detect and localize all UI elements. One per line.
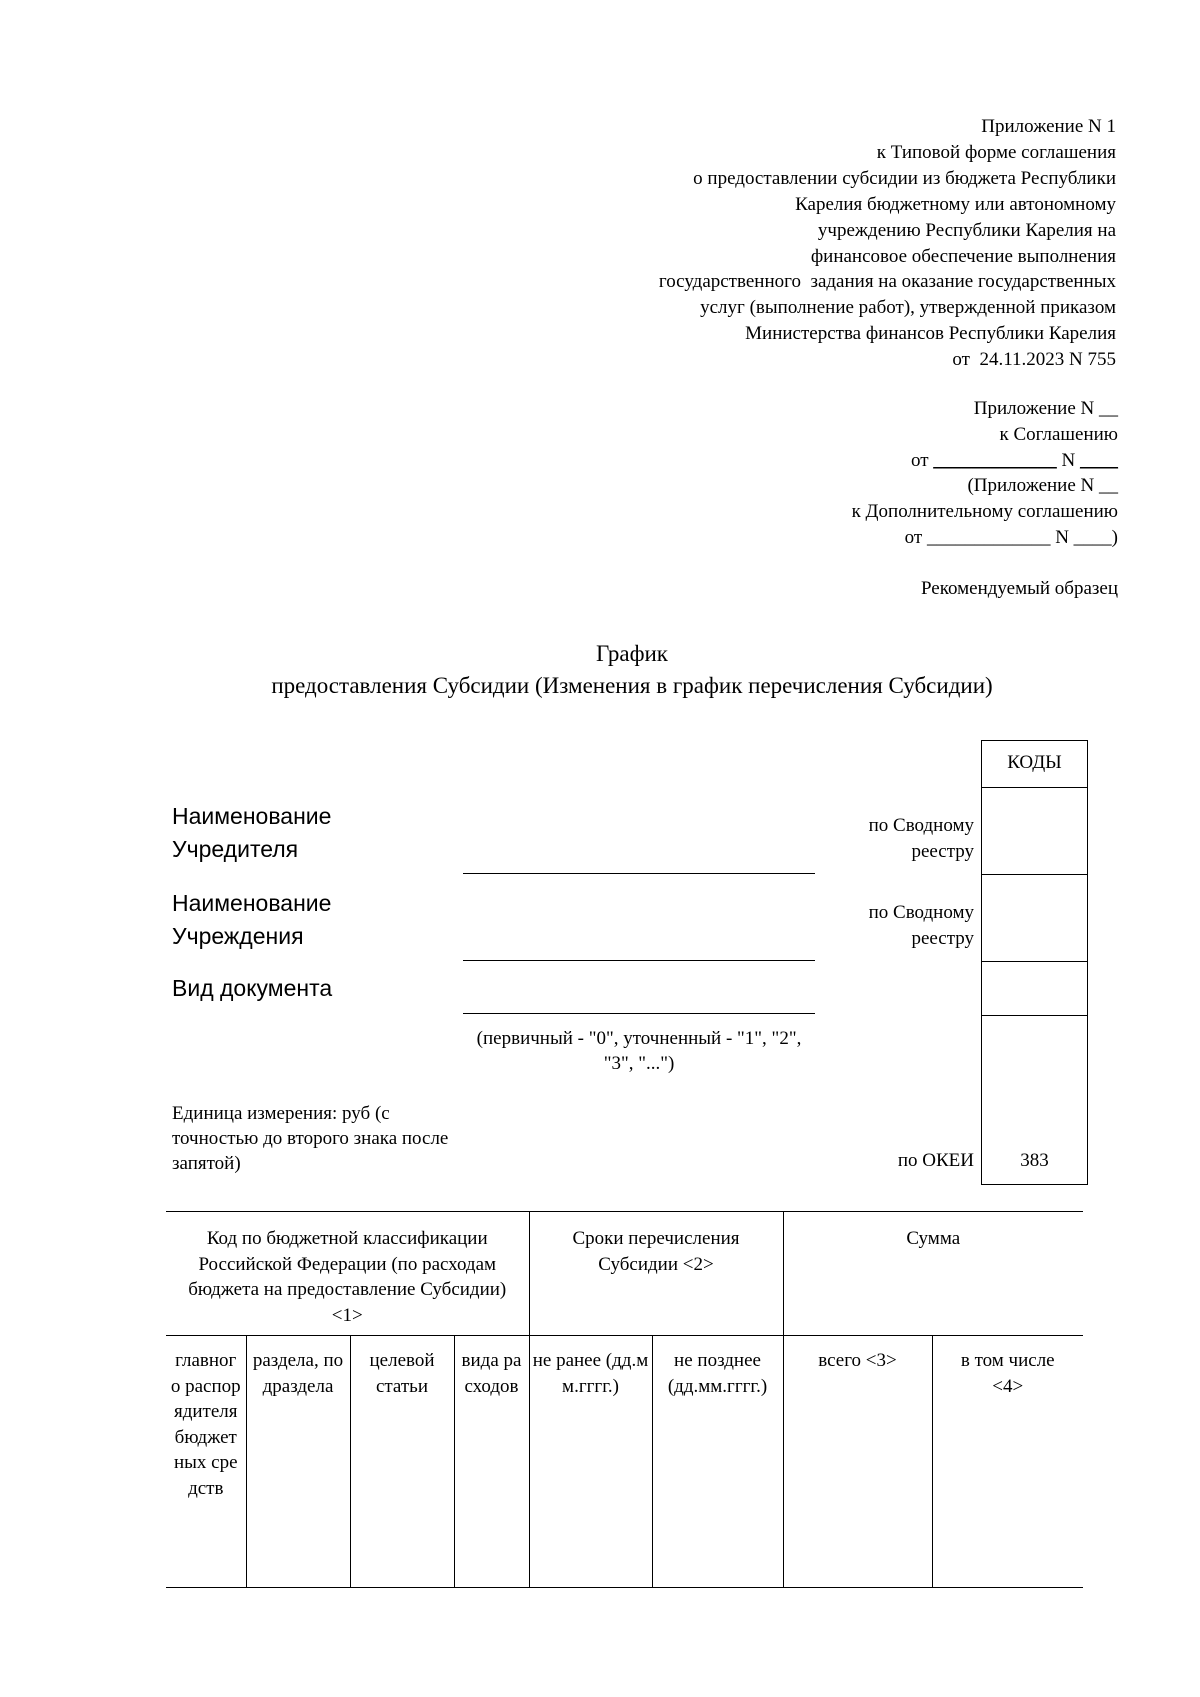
column-header: главного распорядителя бюджетных средств <box>166 1336 246 1588</box>
column-header: не ранее (дд.мм.гггг.) <box>529 1336 652 1588</box>
header-line: о предоставлении субсидии из бюджета Республики <box>693 167 1116 189</box>
annex-line: Приложение N __ <box>973 398 1118 419</box>
recommended-sample-label: Рекомендуемый образец <box>920 578 1118 599</box>
header-line: финансовое обеспечение выполнения <box>810 245 1116 267</box>
header-line: услуг (выполнение работ), утвержденной приказом <box>700 297 1116 319</box>
codes-divider <box>982 787 1087 788</box>
title-line-2: предоставления Субсидии (Изменения в график перечисления Субсидии) <box>271 673 993 698</box>
okei-value: 383 <box>1020 1150 1049 1171</box>
okei-label: по ОКЕИ <box>897 1150 974 1171</box>
codes-divider <box>982 961 1087 962</box>
column-header: всего <3> <box>783 1336 932 1588</box>
annex-date-line <box>852 448 1118 474</box>
annex-line: от _____________ N ____) <box>904 526 1118 548</box>
annex-line: (Приложение N __ <box>967 475 1118 497</box>
header-approval-block <box>659 114 1116 373</box>
title-line-1: График <box>596 641 668 666</box>
annex-number-label: N <box>1056 449 1080 471</box>
annex-from-label: от <box>910 449 934 471</box>
codes-divider <box>982 1015 1087 1016</box>
header-line: государственного задания на оказание государственных <box>658 271 1116 293</box>
annex-line: к Дополнительному соглашению <box>851 501 1118 523</box>
header-line: к Типовой форме соглашения <box>876 141 1116 163</box>
column-header: целевой статьи <box>350 1336 454 1588</box>
founder-name-field[interactable] <box>463 873 815 874</box>
header-line: учреждению Республики Карелия на <box>817 219 1116 241</box>
annex-date-blank: _____________ <box>933 449 1057 471</box>
budget-classification-header: Код по бюджетной классификации Российской Федерации (по расходам бюджета на предоставление Субсидии) <1> <box>166 1212 529 1336</box>
column-header: вида расходов <box>454 1336 529 1588</box>
document-type-hint: (первичный - "0", уточненный - "1", "2", "3", "...") <box>476 1028 802 1074</box>
institution-name-label: Наименование Учреждения <box>172 890 332 949</box>
codes-divider <box>982 874 1087 875</box>
header-line: Приложение N 1 <box>981 116 1116 137</box>
transfer-terms-header: Сроки перечисления Субсидии <2> <box>529 1212 783 1336</box>
header-line: Карелия бюджетному или автономному <box>795 193 1116 215</box>
amount-header: Сумма <box>783 1212 1083 1336</box>
consolidated-registry-label: по Сводному реестру <box>868 815 974 862</box>
institution-name-field[interactable] <box>463 960 815 961</box>
column-header: в том числе <4> <box>932 1336 1083 1588</box>
codes-box <box>981 740 1088 1185</box>
document-type-field[interactable] <box>463 1013 815 1014</box>
column-header: не позднее (дд.мм.гггг.) <box>652 1336 783 1588</box>
document-title <box>0 638 1200 702</box>
schedule-table <box>166 1211 1083 1588</box>
unit-of-measure-label: Единица измерения: руб (с точностью до второго знака после запятой) <box>172 1103 449 1174</box>
header-line: от 24.11.2023 N 755 <box>952 349 1116 371</box>
annex-reference-block <box>852 396 1118 551</box>
founder-name-label: Наименование Учредителя <box>172 803 332 862</box>
codes-header: КОДЫ <box>1007 752 1062 773</box>
header-line: Министерства финансов Республики Карелия <box>745 323 1116 345</box>
annex-number-blank: ____ <box>1080 449 1118 471</box>
annex-line: к Соглашению <box>999 423 1118 445</box>
column-header: раздела, подраздела <box>246 1336 350 1588</box>
document-type-label: Вид документа <box>172 975 333 1001</box>
consolidated-registry-label: по Сводному реестру <box>868 902 974 949</box>
